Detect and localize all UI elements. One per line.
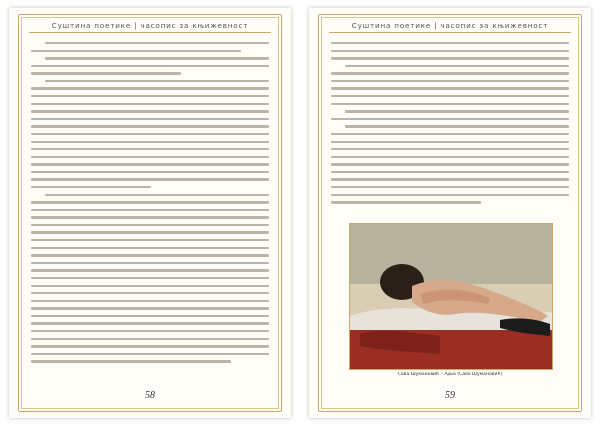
- text-line-placeholder: [331, 163, 569, 165]
- running-header: Суштина поетике | часопис за књижевност: [51, 21, 249, 30]
- text-line-placeholder: [45, 194, 269, 196]
- text-line-placeholder: [31, 330, 269, 332]
- text-line-placeholder: [31, 353, 269, 355]
- text-line-placeholder: [31, 277, 269, 279]
- text-line-placeholder: [31, 338, 269, 340]
- text-line-placeholder: [331, 80, 569, 82]
- text-line-placeholder: [345, 65, 569, 67]
- text-line-placeholder: [331, 50, 569, 52]
- text-line-placeholder: [331, 148, 569, 150]
- text-line-placeholder: [31, 95, 269, 97]
- text-line-placeholder: [331, 57, 569, 59]
- text-line-placeholder: [31, 72, 181, 74]
- text-line-placeholder: [331, 72, 569, 74]
- text-line-placeholder: [31, 345, 269, 347]
- text-line-placeholder: [331, 118, 569, 120]
- text-line-placeholder: [331, 178, 569, 180]
- text-line-placeholder: [331, 42, 569, 44]
- text-line-placeholder: [31, 186, 151, 188]
- text-line-placeholder: [31, 360, 231, 362]
- text-line-placeholder: [31, 231, 269, 233]
- text-line-placeholder: [331, 201, 481, 203]
- body-text-placeholder: [31, 42, 269, 380]
- text-line-placeholder: [31, 216, 269, 218]
- text-line-placeholder: [31, 254, 269, 256]
- text-line-placeholder: [31, 118, 269, 120]
- text-line-placeholder: [31, 103, 269, 105]
- text-line-placeholder: [31, 141, 269, 143]
- text-line-placeholder: [345, 125, 569, 127]
- text-line-placeholder: [331, 194, 569, 196]
- text-line-placeholder: [31, 50, 241, 52]
- text-line-placeholder: [31, 156, 269, 158]
- text-line-placeholder: [31, 292, 269, 294]
- page-number: 59: [445, 390, 455, 401]
- text-line-placeholder: [45, 42, 269, 44]
- text-line-placeholder: [31, 315, 269, 317]
- text-line-placeholder: [31, 262, 269, 264]
- text-line-placeholder: [31, 148, 269, 150]
- text-line-placeholder: [331, 171, 569, 173]
- painting-illustration: [350, 224, 552, 369]
- text-line-placeholder: [31, 285, 269, 287]
- painting-figure: [349, 223, 553, 370]
- text-line-placeholder: [31, 171, 269, 173]
- header-rule: [329, 32, 571, 33]
- text-line-placeholder: [45, 80, 269, 82]
- text-line-placeholder: [31, 125, 269, 127]
- text-line-placeholder: [31, 239, 269, 241]
- text-line-placeholder: [31, 300, 269, 302]
- text-line-placeholder: [31, 224, 269, 226]
- text-line-placeholder: [31, 133, 269, 135]
- text-line-placeholder: [31, 110, 269, 112]
- text-line-placeholder: [331, 103, 569, 105]
- text-line-placeholder: [331, 87, 569, 89]
- text-line-placeholder: [331, 133, 569, 135]
- right-page: [309, 8, 591, 418]
- text-line-placeholder: [31, 65, 269, 67]
- text-line-placeholder: [31, 209, 269, 211]
- text-line-placeholder: [31, 178, 269, 180]
- text-line-placeholder: [31, 247, 269, 249]
- text-line-placeholder: [31, 201, 269, 203]
- text-line-placeholder: [31, 87, 269, 89]
- text-line-placeholder: [31, 163, 269, 165]
- text-line-placeholder: [45, 57, 269, 59]
- figure-caption: Сава Шумановић – Ајша (Сава Шумановић): [397, 372, 503, 377]
- text-line-placeholder: [331, 186, 569, 188]
- left-page: [9, 8, 291, 418]
- running-header: Суштина поетике | часопис за књижевност: [351, 21, 549, 30]
- body-text-placeholder: [331, 42, 569, 218]
- text-line-placeholder: [31, 307, 269, 309]
- text-line-placeholder: [31, 322, 269, 324]
- text-line-placeholder: [345, 110, 569, 112]
- text-line-placeholder: [331, 156, 569, 158]
- page-number: 58: [145, 390, 155, 401]
- header-rule: [29, 32, 271, 33]
- text-line-placeholder: [331, 95, 569, 97]
- text-line-placeholder: [331, 141, 569, 143]
- text-line-placeholder: [31, 269, 269, 271]
